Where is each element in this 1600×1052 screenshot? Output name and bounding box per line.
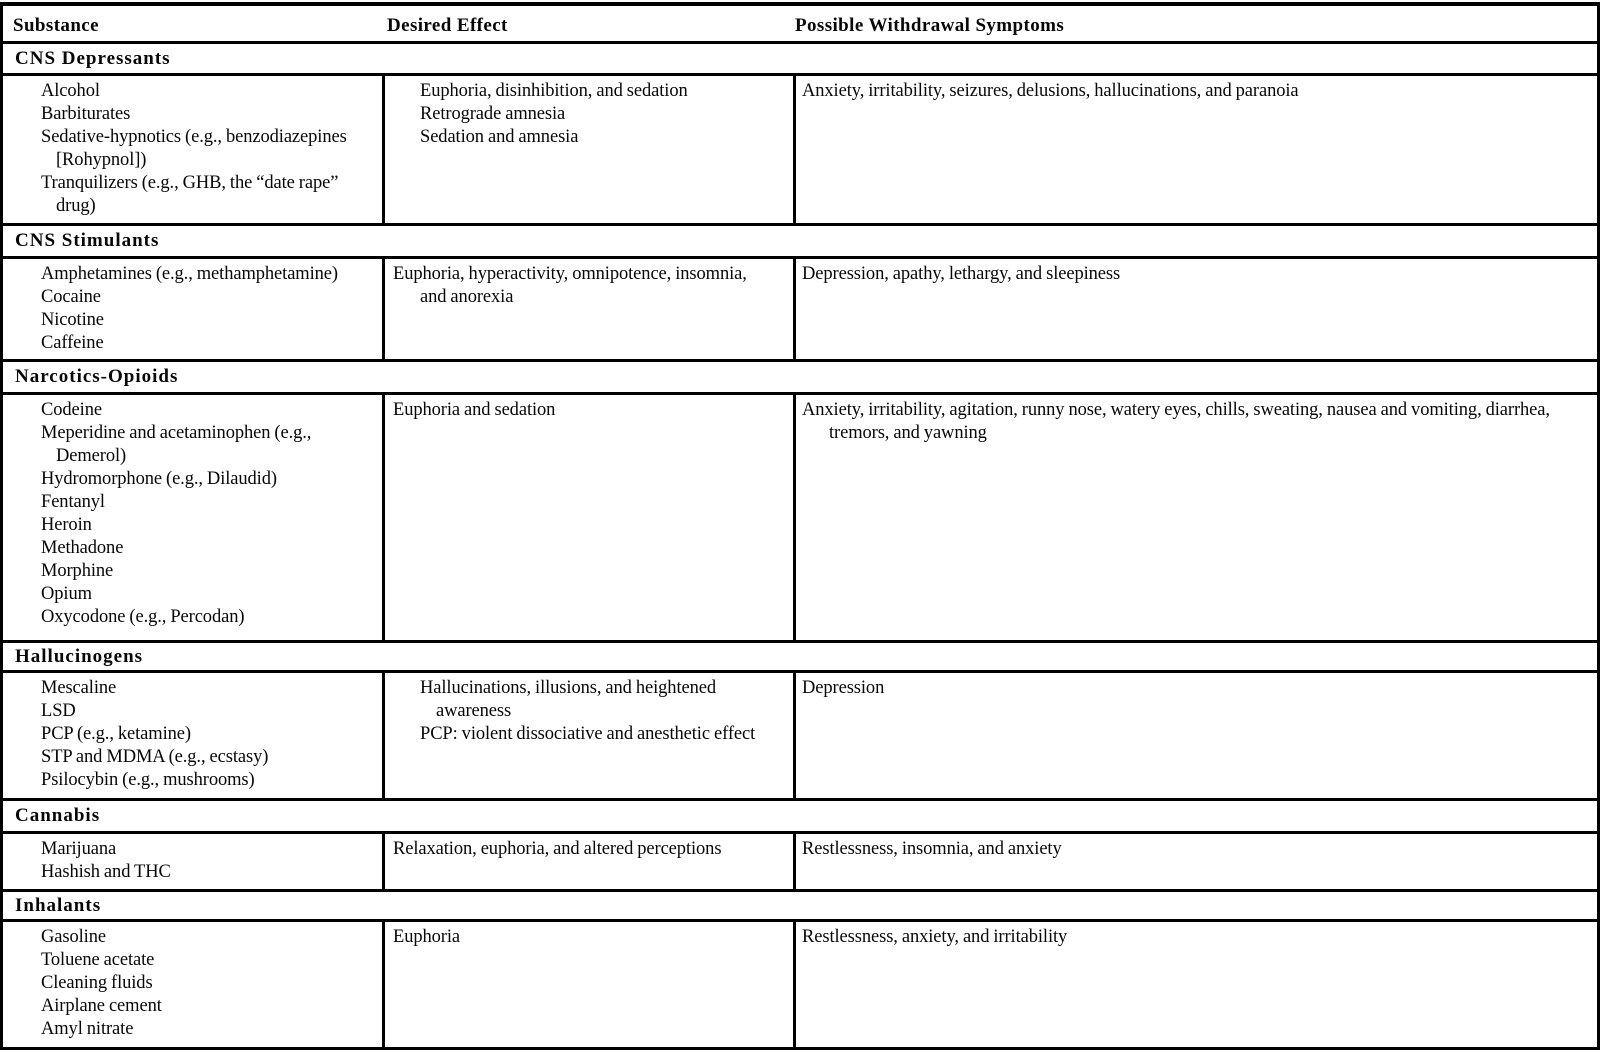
desired-effect-line: Euphoria	[393, 927, 461, 947]
withdrawal-line: Anxiety, irritability, seizures, delusions, hallucinations, and paranoia	[802, 81, 1299, 101]
desired-effect-cell	[382, 673, 793, 798]
table-row	[3, 673, 1597, 801]
substance-line: Caffeine	[41, 333, 104, 353]
withdrawal-cell	[793, 922, 1597, 1047]
column-header-withdrawal-symptoms: Possible Withdrawal Symptoms	[795, 15, 1065, 36]
substance-cell	[3, 834, 382, 889]
table-row	[3, 834, 1597, 892]
withdrawal-cell	[793, 259, 1597, 359]
substance-line: Sedative-hypnotics (e.g., benzodiazepines	[41, 127, 347, 147]
substance-table	[0, 2, 1600, 1050]
substance-line: LSD	[41, 701, 76, 721]
substance-cell	[3, 673, 382, 798]
table-row	[3, 395, 1597, 643]
desired-effect-line: Relaxation, euphoria, and altered perceptions	[393, 839, 722, 859]
substance-line: Tranquilizers (e.g., GHB, the “date rape”	[41, 173, 339, 193]
substance-cell	[3, 395, 382, 640]
table-row	[3, 76, 1597, 226]
substance-line: Demerol)	[56, 446, 127, 466]
section-header-row	[3, 362, 1597, 395]
column-header-desired-effect: Desired Effect	[387, 15, 508, 36]
desired-effect-cell	[382, 76, 793, 223]
substance-line: Cleaning fluids	[41, 973, 153, 993]
desired-effect-line: PCP: violent dissociative and anesthetic effect	[420, 724, 756, 744]
substance-line: Hashish and THC	[41, 862, 171, 882]
desired-effect-line: Euphoria, disinhibition, and sedation	[420, 81, 688, 101]
section-title: CNS Stimulants	[15, 230, 160, 251]
section-title: Narcotics-Opioids	[15, 366, 179, 387]
section-title: Cannabis	[15, 805, 101, 826]
table-row	[3, 259, 1597, 362]
desired-effect-line: Retrograde amnesia	[420, 104, 566, 124]
substance-line: Morphine	[41, 561, 114, 581]
substance-line: Codeine	[41, 400, 102, 420]
substance-cell	[3, 259, 382, 359]
substance-line: Heroin	[41, 515, 92, 535]
desired-effect-line: awareness	[436, 701, 512, 721]
substance-line: drug)	[56, 196, 96, 216]
desired-effect-line: Euphoria, hyperactivity, omnipotence, insomnia,	[393, 264, 747, 284]
substance-line: Hydromorphone (e.g., Dilaudid)	[41, 469, 277, 489]
withdrawal-cell	[793, 673, 1597, 798]
substance-cell	[3, 922, 382, 1047]
substance-line: Barbiturates	[41, 104, 131, 124]
substance-line: Fentanyl	[41, 492, 105, 512]
withdrawal-cell	[793, 395, 1597, 640]
substance-line: Psilocybin (e.g., mushrooms)	[41, 770, 255, 790]
substance-line: Marijuana	[41, 839, 117, 859]
substance-line: [Rohypnol])	[56, 150, 147, 170]
desired-effect-line: Hallucinations, illusions, and heightened	[420, 678, 717, 698]
desired-effect-cell	[382, 395, 793, 640]
table-row	[3, 922, 1597, 1050]
withdrawal-cell	[793, 76, 1597, 223]
substance-line: PCP (e.g., ketamine)	[41, 724, 191, 744]
withdrawal-line: Restlessness, anxiety, and irritability	[802, 927, 1068, 947]
withdrawal-line: tremors, and yawning	[829, 423, 987, 443]
column-header-substance: Substance	[13, 15, 99, 36]
substance-line: Opium	[41, 584, 92, 604]
section-title: CNS Depressants	[15, 47, 171, 69]
withdrawal-line: Depression	[802, 678, 885, 698]
section-header-row	[3, 801, 1597, 834]
substance-line: Cocaine	[41, 287, 101, 307]
substance-line: Alcohol	[41, 81, 100, 101]
substance-line: Amyl nitrate	[41, 1019, 134, 1039]
substance-line: Oxycodone (e.g., Percodan)	[41, 607, 245, 627]
substance-line: Gasoline	[41, 927, 106, 947]
desired-effect-cell	[382, 922, 793, 1047]
substance-cell	[3, 76, 382, 223]
section-header-row	[3, 226, 1597, 259]
withdrawal-line: Depression, apathy, lethargy, and sleepiness	[802, 264, 1121, 284]
withdrawal-line: Restlessness, insomnia, and anxiety	[802, 839, 1062, 859]
section-header-row	[3, 892, 1597, 922]
section-title: Hallucinogens	[15, 645, 144, 667]
withdrawal-line: Anxiety, irritability, agitation, runny nose, watery eyes, chills, sweating, nausea and vomiting, diarrhea,	[802, 400, 1550, 420]
section-title: Inhalants	[15, 894, 102, 916]
substance-line: Airplane cement	[41, 996, 162, 1016]
section-header-row	[3, 44, 1597, 76]
desired-effect-line: Sedation and amnesia	[420, 127, 579, 147]
substance-line: Mescaline	[41, 678, 117, 698]
substance-line: Nicotine	[41, 310, 104, 330]
substance-line: Meperidine and acetaminophen (e.g.,	[41, 423, 312, 443]
substance-line: Methadone	[41, 538, 124, 558]
substance-line: Toluene acetate	[41, 950, 155, 970]
substance-line: STP and MDMA (e.g., ecstasy)	[41, 747, 269, 767]
desired-effect-cell	[382, 259, 793, 359]
table-header-row	[3, 6, 1597, 44]
desired-effect-line: Euphoria and sedation	[393, 400, 556, 420]
desired-effect-line: and anorexia	[420, 287, 514, 307]
table-body	[3, 44, 1597, 1050]
desired-effect-cell	[382, 834, 793, 889]
withdrawal-cell	[793, 834, 1597, 889]
section-header-row	[3, 643, 1597, 673]
substance-line: Amphetamines (e.g., methamphetamine)	[41, 264, 338, 284]
